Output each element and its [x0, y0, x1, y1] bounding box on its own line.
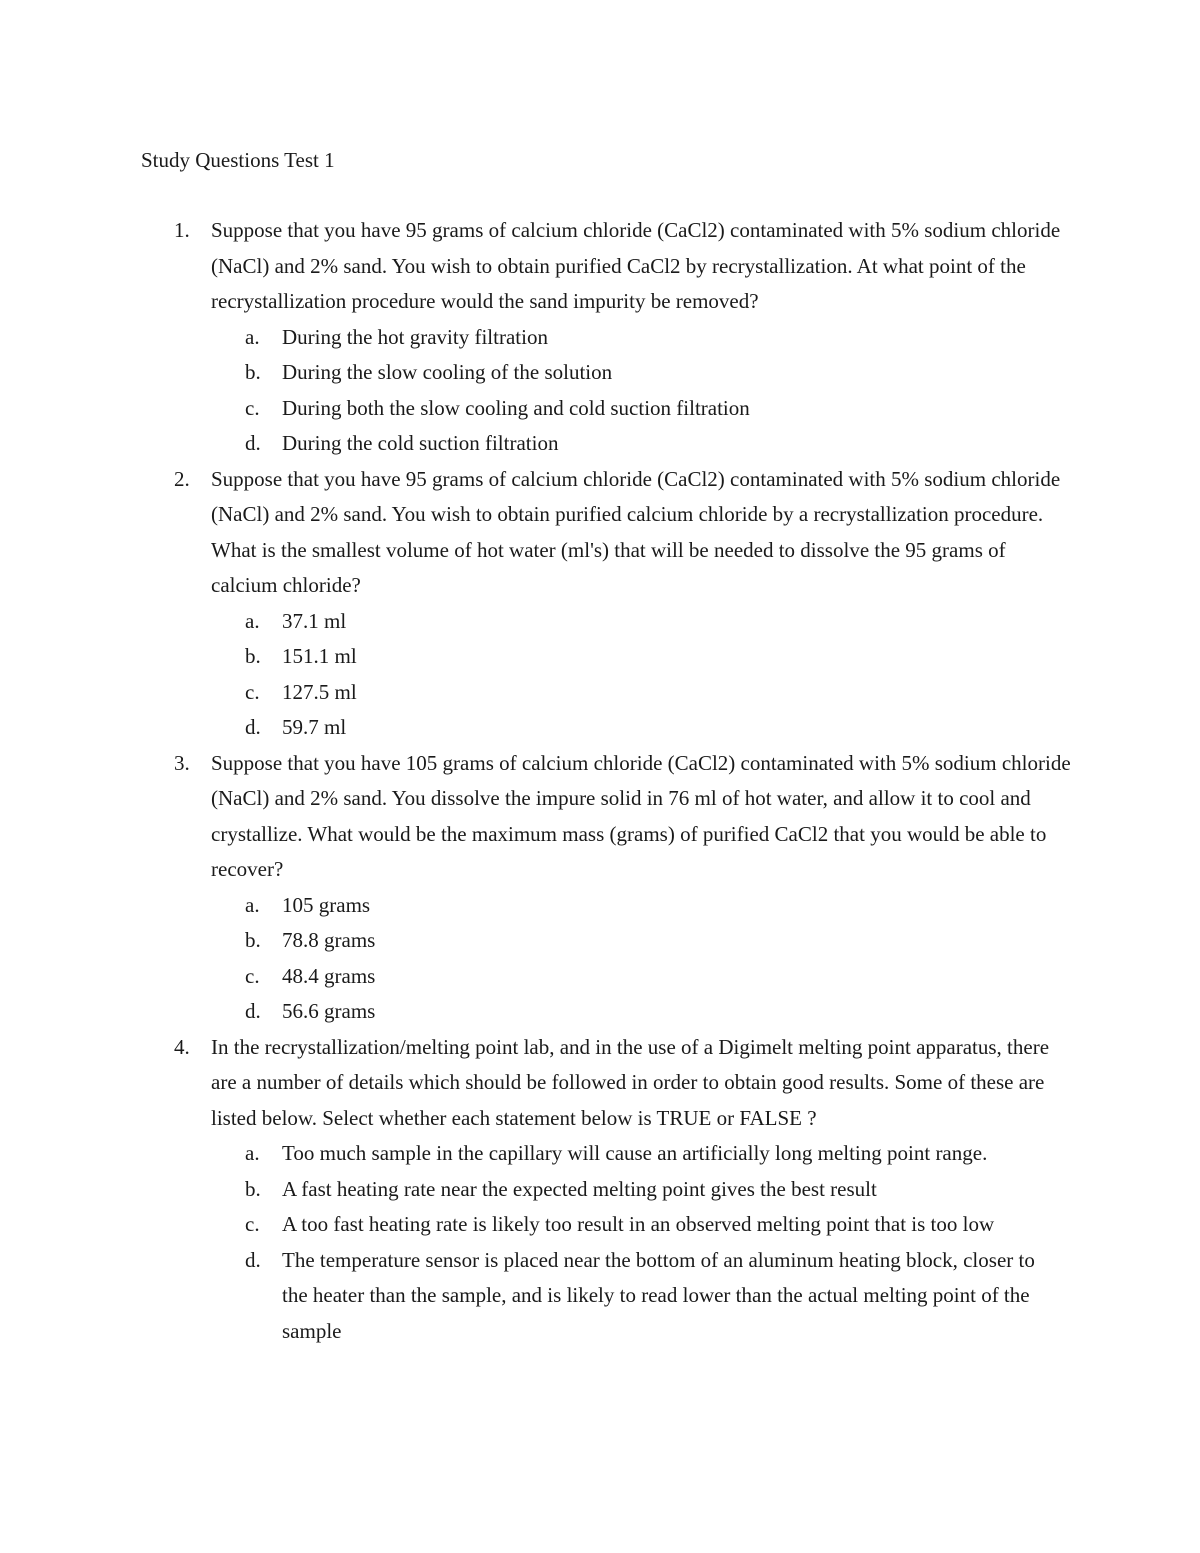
- document-title: Study Questions Test 1: [141, 148, 335, 172]
- option-2d: [0, 710, 1200, 746]
- option-list: [0, 604, 1200, 746]
- option-letter: a.: [245, 608, 260, 633]
- option-text: 37.1 ml: [282, 608, 347, 633]
- option-text: 56.6 grams: [282, 999, 376, 1023]
- option-letter: b.: [245, 1176, 261, 1201]
- option-text: The temperature sensor is placed near the bottom of an aluminum heating block, closer to the heater than the sample, and is likely to read lower than the actual melting point of the sample: [282, 1247, 1035, 1343]
- question-number: 3.: [174, 750, 190, 775]
- option-letter: b.: [245, 360, 261, 384]
- option-4b: [0, 1172, 1200, 1208]
- option-1c: [0, 391, 1200, 427]
- option-text: During the cold suction filtration: [282, 431, 559, 455]
- option-list: [0, 1136, 1200, 1349]
- option-text: 127.5 ml: [282, 679, 357, 704]
- option-text: 48.4 grams: [282, 963, 376, 988]
- question-text: In the recrystallization/melting point lab, and in the use of a Digimelt melting point apparatus, there are a number of details which should be followed in order to obtain good results. Some of these are listed below. Select whether each statement below is TRUE or FALSE ?: [211, 1034, 1050, 1130]
- question-2: [0, 462, 1200, 746]
- option-list: [0, 320, 1200, 462]
- option-2c: [0, 675, 1200, 711]
- option-letter: c.: [245, 679, 260, 704]
- option-letter: d.: [245, 431, 261, 455]
- question-number: 4.: [174, 1034, 190, 1059]
- option-letter: c.: [245, 395, 260, 420]
- option-3c: [0, 959, 1200, 995]
- question-text: Suppose that you have 105 grams of calcium chloride (CaCl2) contaminated with 5% sodium chloride (NaCl) and 2% sand. You dissolve the impure solid in 76 ml of hot water, and allow it to cool and crystallize. What would be the maximum mass (grams) of purified CaCl2 that you would be able to recover?: [211, 750, 1071, 881]
- option-2b: [0, 639, 1200, 675]
- option-text: 59.7 ml: [282, 715, 347, 739]
- option-list: [0, 888, 1200, 1030]
- option-2a: [0, 604, 1200, 640]
- option-4d: [0, 1243, 1200, 1350]
- option-letter: a.: [245, 892, 260, 917]
- option-text: A fast heating rate near the expected melting point gives the best result: [282, 1176, 877, 1201]
- option-text: During the slow cooling of the solution: [282, 360, 613, 384]
- option-text: Too much sample in the capillary will cause an artificially long melting point range.: [282, 1141, 988, 1165]
- option-letter: c.: [245, 1212, 260, 1236]
- option-letter: c.: [245, 963, 260, 988]
- question-text: Suppose that you have 95 grams of calcium chloride (CaCl2) contaminated with 5% sodium chloride (NaCl) and 2% sand. You wish to obtain purified CaCl2 by recrystallization. At what point of the recrystallization procedure would the sand impurity be removed?: [211, 218, 1061, 313]
- option-text: 151.1 ml: [282, 644, 357, 668]
- question-4: [0, 1030, 1200, 1350]
- question-text: Suppose that you have 95 grams of calcium chloride (CaCl2) contaminated with 5% sodium chloride (NaCl) and 2% sand. You wish to obtain purified calcium chloride by a recrystallization procedure. What is the smallest volume of hot water (ml's) that will be needed to dissolve the 95 grams of calcium chloride?: [211, 466, 1061, 597]
- option-text: A too fast heating rate is likely too result in an observed melting point that is too low: [282, 1212, 995, 1236]
- option-letter: b.: [245, 928, 261, 952]
- option-1d: [0, 426, 1200, 462]
- option-letter: d.: [245, 999, 261, 1023]
- option-3b: [0, 923, 1200, 959]
- option-text: During the hot gravity filtration: [282, 324, 548, 349]
- question-1: [0, 213, 1200, 462]
- question-3: [0, 746, 1200, 1030]
- option-4a: [0, 1136, 1200, 1172]
- option-text: During both the slow cooling and cold suction filtration: [282, 395, 750, 420]
- question-number: 2.: [174, 466, 190, 491]
- option-3a: [0, 888, 1200, 924]
- option-4c: [0, 1207, 1200, 1243]
- option-text: 105 grams: [282, 892, 371, 917]
- option-letter: d.: [245, 1247, 261, 1272]
- option-3d: [0, 994, 1200, 1030]
- option-letter: a.: [245, 324, 260, 349]
- option-letter: b.: [245, 644, 261, 668]
- option-letter: a.: [245, 1141, 260, 1165]
- option-1a: [0, 320, 1200, 356]
- option-text: 78.8 grams: [282, 928, 376, 952]
- option-letter: d.: [245, 715, 261, 739]
- question-list: [0, 213, 1200, 1349]
- option-1b: [0, 355, 1200, 391]
- question-number: 1.: [174, 218, 190, 242]
